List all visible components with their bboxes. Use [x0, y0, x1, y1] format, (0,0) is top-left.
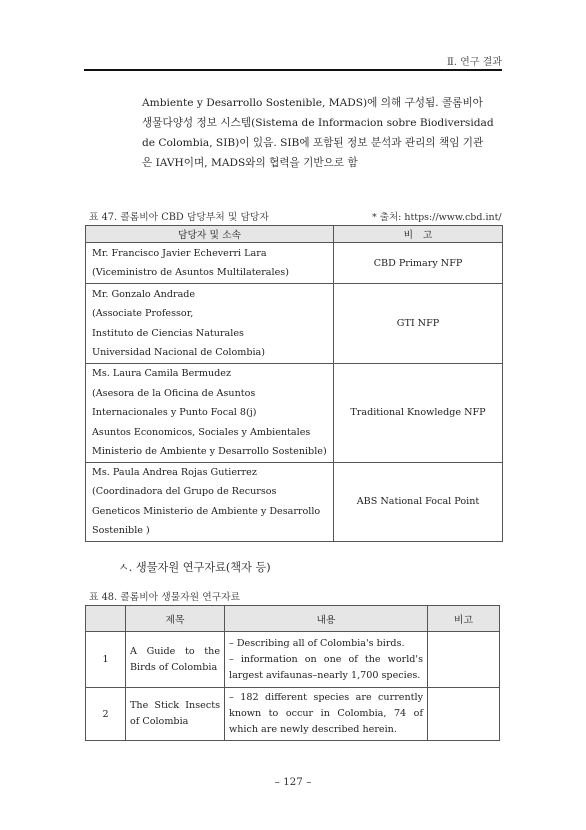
person-line: Internacionales y Punto Focal 8(j) [92, 407, 257, 418]
table-47 [85, 225, 503, 542]
table-row [86, 284, 503, 364]
table-row [86, 243, 503, 284]
section-heading: ㅅ. 생물자원 연구자료(책자 등) [118, 561, 271, 574]
column-header: 내용 [225, 606, 428, 632]
intro-line: 은 IAVH이며, MADS와의 협력을 기반으로 함 [142, 157, 358, 169]
note-cell: GTI NFP [334, 284, 503, 364]
person-line: Asuntos Economicos, Sociales y Ambientales [92, 426, 311, 438]
person-line: Ministerio de Ambiente y Desarrollo Sostenible) [92, 446, 327, 457]
remark-cell [428, 632, 500, 688]
intro-paragraph [142, 93, 506, 173]
table-row [86, 632, 500, 688]
table-47-source: * 출처: https://www.cbd.int/ [372, 212, 502, 223]
intro-line: Ambiente y Desarrollo Sostenible, MADS)에 의해 구성됨. 콜롬비아 [142, 97, 483, 109]
table-row [86, 364, 503, 463]
column-header: 담당자 및 소속 [86, 226, 334, 243]
table-header-row [86, 226, 503, 243]
person-line: Ms. Laura Camila Bermudez [92, 368, 231, 379]
content-cell [225, 688, 428, 741]
person-line: Mr. Gonzalo Andrade [92, 288, 196, 300]
table-row [86, 688, 500, 741]
content-line: – information on one of the world's largest avifaunas–nearly 1,700 species. [229, 653, 423, 681]
person-line: (Viceministro de Asuntos Multilaterales) [92, 267, 289, 278]
content-line: – 182 different species are currently known to occur in Colombia, 74 of which are newly described herein. [229, 692, 423, 735]
person-line: Sostenible ) [92, 525, 150, 536]
remark-cell [428, 688, 500, 741]
table-48-caption: 표 48. 콜롬비아 생물자원 연구자료 [89, 592, 241, 603]
person-line: (Coordinadora del Grupo de Recursos [92, 486, 277, 497]
row-number: 1 [86, 632, 126, 688]
column-header: 제목 [126, 606, 225, 632]
content-cell [225, 632, 428, 688]
page-number: – 127 – [274, 776, 312, 788]
person-line: Mr. Francisco Javier Echeverri Lara [92, 247, 267, 259]
person-line: Universidad Nacional de Colombia) [92, 347, 266, 358]
person-line: Ms. Paula Andrea Rojas Gutierrez [92, 466, 257, 478]
note-cell: CBD Primary NFP [334, 243, 503, 284]
content-line: – Describing all of Colombia's birds. [229, 637, 405, 649]
person-line: Geneticos Ministerio de Ambiente y Desarrollo [92, 505, 321, 517]
title-cell: The Stick Insects of Colombia [126, 688, 225, 741]
table-header-row [86, 606, 500, 632]
chapter-header: Ⅱ. 연구 결과 [447, 57, 502, 68]
table-row [86, 462, 503, 541]
column-header: 비고 [428, 606, 500, 632]
person-line: (Asesora de la Oficina de Asuntos [92, 387, 256, 399]
note-cell: Traditional Knowledge NFP [334, 364, 503, 463]
person-cell [86, 243, 334, 284]
person-line: (Associate Professor, [92, 308, 194, 319]
table-47-caption: 표 47. 콜롬비아 CBD 담당부처 및 담당자 [89, 212, 269, 223]
intro-line: de Colombia, SIB)이 있음. SIB에 포함된 정보 분석과 관리의 책임 기관 [142, 137, 484, 149]
column-header [86, 606, 126, 632]
table-48 [85, 605, 500, 741]
person-line: Instituto de Ciencias Naturales [92, 327, 244, 339]
note-cell: ABS National Focal Point [334, 462, 503, 541]
row-number: 2 [86, 688, 126, 741]
column-header: 비 고 [334, 226, 503, 243]
intro-line: 생물다양성 정보 시스템(Sistema de Informacion sobre Biodiversidad [142, 117, 494, 129]
person-cell [86, 284, 334, 364]
title-cell: A Guide to the Birds of Colombia [126, 632, 225, 688]
person-cell [86, 364, 334, 463]
header-rule [84, 69, 502, 71]
person-cell [86, 462, 334, 541]
